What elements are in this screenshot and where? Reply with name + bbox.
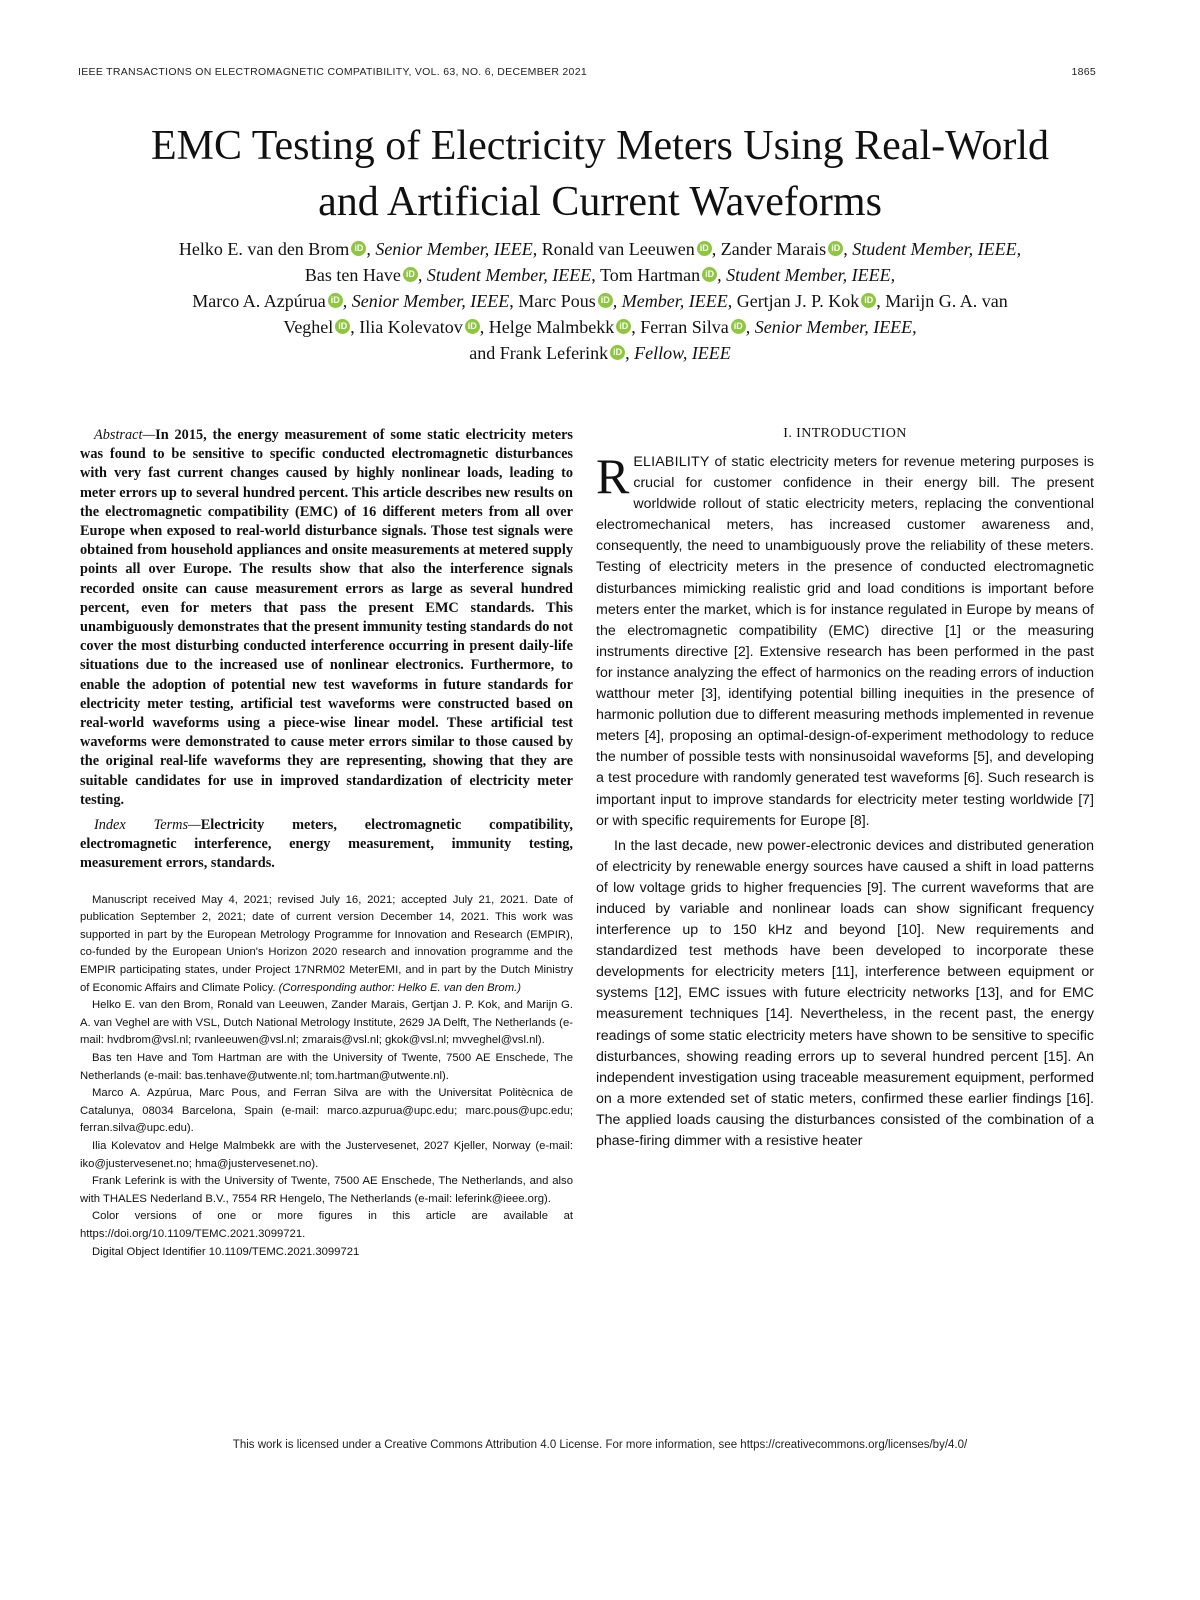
footnote-vsl: Helko E. van den Brom, Ronald van Leeuwen, Zander Marais, Gertjan J. P. Kok, and Marijn G. A. van Veghel are with VSL, Dutch National Metrology Institute, 2629 JA Delft, The Netherlands (e-mail: hvdbrom@vsl.nl; rvanleeuwen@vsl.nl; zmarais@vsl.nl; gkok@vsl.nl; mvveghel@vsl.nl).: [80, 999, 573, 1047]
author-membership: , Student Member, IEEE,: [717, 265, 896, 285]
author-membership: , Fellow, IEEE: [625, 343, 731, 363]
orcid-icon[interactable]: iD: [616, 319, 631, 334]
page-number: 1865: [1071, 66, 1096, 78]
author-name: Marco A. Azpúrua: [192, 291, 326, 311]
footnote-justervesenet: Ilia Kolevatov and Helge Malmbekk are with the Justervesenet, 2027 Kjeller, Norway (e-mail: iko@justervesenet.no; hma@justervesenet.no).: [80, 1139, 573, 1170]
orcid-icon[interactable]: iD: [403, 267, 418, 282]
first-word: ELIABILITY: [633, 454, 710, 470]
orcid-icon[interactable]: iD: [465, 319, 480, 334]
abstract-text: In 2015, the energy measurement of some static electricity meters was found to be sensitive to specific conducted electromagnetic disturbances with very fast current changes caused by highly nonlinear loads, leading to meter errors up to several hundred percent. This article describes new results on the electromagnetic compatibility (EMC) of 16 different meters from all over Europe when exposed to real-world disturbance signals. Those test signals were obtained from household appliances and onsite measurements at metered supply points all over Europe. The results show that also the interference signals recorded onsite can cause measurement errors as large as several hundred percent, even for meters that pass the present EMC standards. This unambiguously demonstrates that the present immunity testing standards do not cover the most disturbing conducted interference occurring in present daily-life situations due to the increased use of nonlinear electronics. Furthermore, to enable the adoption of potential new test waveforms in future standards for electricity meter testing, artificial test waveforms were constructed based on real-world waveforms using a piece-wise linear model. These artificial test waveforms were demonstrated to cause meter errors similar to those caused by the original real-life waveforms they are representing, showing that they are suitable candidates for use in improved standardization of electricity meter testing.: [80, 427, 573, 808]
author-name: , Helge Malmbekk: [479, 317, 615, 337]
author-line-5: [60, 340, 1140, 366]
abstract-label: Abstract—: [94, 427, 156, 443]
orcid-icon[interactable]: iD: [335, 319, 350, 334]
author-membership: , Senior Member, IEEE: [342, 291, 510, 311]
intro-paragraph-1: [596, 448, 1094, 832]
title-line-2: and Artificial Current Waveforms: [318, 179, 882, 225]
author-membership: , Student Member, IEEE,: [843, 239, 1022, 259]
corresponding-author: (Corresponding author: Helko E. van den Brom.): [278, 981, 522, 994]
drop-cap: R: [596, 448, 630, 504]
running-head: [78, 66, 1096, 78]
author-membership: , Student Member, IEEE: [417, 265, 592, 285]
author-membership: , Member, IEEE: [612, 291, 728, 311]
author-membership: , Senior Member, IEEE: [366, 239, 533, 259]
orcid-icon[interactable]: iD: [861, 293, 876, 308]
orcid-icon[interactable]: iD: [702, 267, 717, 282]
author-name: , Ronald van Leeuwen: [532, 239, 695, 259]
author-name: Veghel: [283, 317, 334, 337]
author-name: , Zander Marais: [711, 239, 827, 259]
author-name: and Frank Leferink: [469, 343, 609, 363]
author-line-2: [60, 262, 1140, 288]
author-name: , Ilia Kolevatov: [350, 317, 463, 337]
index-terms: [80, 816, 573, 874]
license-footer: This work is licensed under a Creative Commons Attribution 4.0 License. For more information, see https://creativecommons.org/licenses/by/4.0/: [232, 1439, 968, 1451]
abstract: [80, 426, 573, 810]
right-column: [596, 426, 1094, 1152]
author-line-4: [60, 314, 1140, 340]
author-name: , Gertjan J. P. Kok: [727, 291, 860, 311]
orcid-icon[interactable]: iD: [610, 345, 625, 360]
footnote-manuscript-text: Manuscript received May 4, 2021; revised July 16, 2021; accepted July 21, 2021. Date of publication September 2, 2021; date of current version December 14, 2021. This work was supported in part by the European Metrology Programme for Innovation and Research (EMPIR), co-funded by the European Union's Horizon 2020 research and innovation programme and the EMPIR participating states, under Project 17NRM02 MeterEMI, and in part by the Dutch Ministry of Economic Affairs and Climate Policy.: [80, 893, 573, 994]
intro-p1-text: of static electricity meters for revenue metering purposes is crucial for customer confidence in their energy bill. The present worldwide rollout of static electricity meters, replacing the conventional electromechanical meters, has increased customer awareness and, consequently, the need to unambiguously prove the reliability of these meters. Testing of electricity meters in the presence of conducted electromagnetic disturbances mimicking realistic grid and load conditions is important before meters enter the market, which is for instance regulated in Europe by means of the electromagnetic compatibility (EMC) directive [1] or the measuring instruments directive [2]. Extensive research has been performed in the past for instance analyzing the effect of harmonics on the reading errors of induction watthour meter [3], identifying potential billing inequities in the presence of harmonic pollution due to different measuring methods implemented in revenue meters [4], proposing an optimal-design-of-experiment methodology to reduce the number of possible tests with nonsinusoidal waveforms [5], and developing a test procedure with randomly generated test waveforms [6]. Such research is important input to improve standards for electricity meter testing worldwide [7] or with specific requirements for Europe [8].: [596, 454, 1094, 829]
author-membership: , Senior Member, IEEE,: [745, 317, 917, 337]
title-line-1: EMC Testing of Electricity Meters Using Real-World: [150, 123, 1050, 169]
author-list: [60, 236, 1140, 366]
orcid-icon[interactable]: iD: [697, 241, 712, 256]
footnote-manuscript: [80, 892, 573, 998]
journal-header: IEEE TRANSACTIONS ON ELECTROMAGNETIC COMPATIBILITY, VOL. 63, NO. 6, DECEMBER 2021: [78, 66, 587, 78]
index-terms-text: Electricity meters, electromagnetic compatibility, electromagnetic interference, energy measurement, immunity testing, measurement errors, standards.: [80, 817, 573, 872]
footnote-doi: Digital Object Identifier 10.1109/TEMC.2021.3099721: [92, 1245, 360, 1258]
author-name: , Ferran Silva: [631, 317, 729, 337]
author-name: Helko E. van den Brom: [178, 239, 350, 259]
paper-title: [60, 118, 1140, 230]
orcid-icon[interactable]: iD: [328, 293, 343, 308]
orcid-icon[interactable]: iD: [828, 241, 843, 256]
intro-paragraph-2: In the last decade, new power-electronic devices and distributed generation of electricity by renewable energy sources have caused a shift in load patterns of low voltage grids to higher frequencies [9]. The current waveforms that are induced by variable and nonlinear loads can show significant frequency interference up to 150 kHz and beyond [10]. New requirements and standardized test methods have been developed to incorporate these developments for electricity meters [11], interference between equipment or systems [12], EMC issues with future electricity networks [13], and for EMC measurement techniques [14]. Nevertheless, in the recent past, the energy readings of some static electricity meters have shown to be sensitive to specific disturbances, showing reading errors up to several hundred percent [15]. An independent investigation using traceable measurement equipment, performed on a more extended set of static meters, confirmed these earlier findings [16]. The applied loads causing the disturbances consisted of the combination of a phase-firing dimmer with a resistive heater: [596, 837, 1094, 1149]
orcid-icon[interactable]: iD: [731, 319, 746, 334]
footnotes: [80, 892, 573, 1261]
author-line-3: [60, 288, 1140, 314]
author-line-1: [60, 236, 1140, 262]
author-name: Bas ten Have: [304, 265, 401, 285]
left-column: [80, 426, 573, 1261]
footnote-upc: Marco A. Azpúrua, Marc Pous, and Ferran Silva are with the Universitat Politècnica de Catalunya, 08034 Barcelona, Spain (e-mail: marco.azpurua@upc.edu; marc.pous@upc.edu; ferran.silva@upc.edu).: [80, 1087, 573, 1135]
orcid-icon[interactable]: iD: [598, 293, 613, 308]
footnote-leferink: Frank Leferink is with the University of Twente, 7500 AE Enschede, The Netherlands, and also with THALES Nederland B.V., 7554 RR Hengelo, The Netherlands (e-mail: leferink@ieee.org).: [80, 1175, 573, 1205]
author-name: , Marijn G. A. van: [876, 291, 1008, 311]
orcid-icon[interactable]: iD: [351, 241, 366, 256]
section-heading: I. INTRODUCTION: [783, 426, 907, 441]
footnote-color: Color versions of one or more figures in this article are available at https://doi.org/10.1109/TEMC.2021.3099721.: [80, 1210, 573, 1240]
author-name: , Marc Pous: [509, 291, 596, 311]
author-name: , Tom Hartman: [591, 265, 701, 285]
index-terms-label: Index Terms—: [94, 817, 201, 834]
footnote-twente: Bas ten Have and Tom Hartman are with the University of Twente, 7500 AE Enschede, The Netherlands (e-mail: bas.tenhave@utwente.nl; tom.hartman@utwente.nl).: [80, 1052, 573, 1082]
